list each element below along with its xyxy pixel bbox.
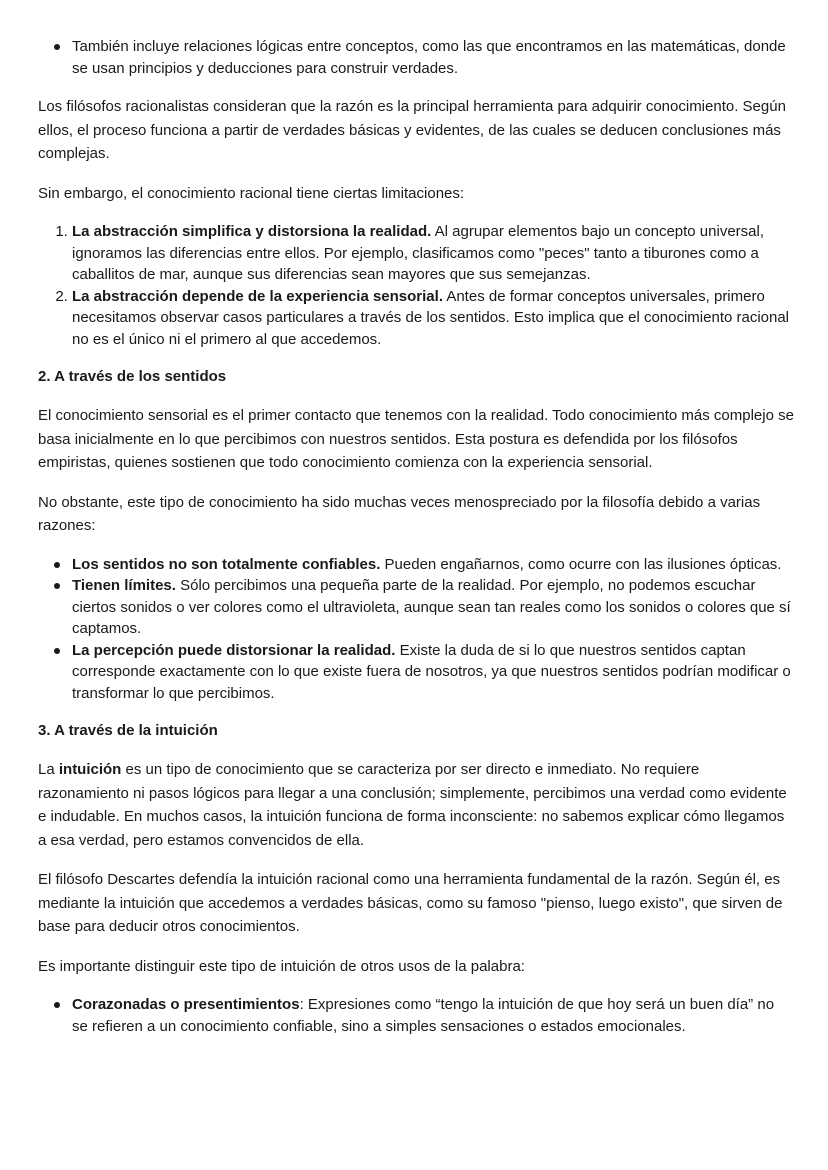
list-item-text: Existe la duda de si lo que nuestros sentidos captan corresponde exactamente con lo que existe fuera de nosotros, ya que nuestros sentidos podrían modificar o transformar lo que percibimos. xyxy=(72,641,791,702)
list-item-bold: Corazonadas o presentimientos xyxy=(72,996,300,1013)
list-item xyxy=(72,640,794,705)
list-item-text: Al agrupar elementos bajo un concepto universal, ignoramos las diferencias entre ellos. Por ejemplo, clasificamos como "peces" tanto a tiburones como a caballitos de mar, aunque sus diferencias sean mayores que sus semejanzas. xyxy=(72,223,765,283)
list-item-text: Antes de formar conceptos universales, primero necesitamos observar casos particulares a través de los sentidos. Esto implica que el conocimiento racional no es el único ni el primero al que accedemos. xyxy=(72,287,790,348)
paragraph-rationalists: Los filósofos racionalistas consideran que la razón es la principal herramienta para adquirir conocimiento. Según ellos, el proceso funciona a partir de verdades básicas y evidentes, de las cuales se deducen conclusiones más complejas. xyxy=(38,98,786,162)
paragraph-descartes: El filósofo Descartes defendía la intuición racional como una herramienta fundamental de la razón. Según él, es mediante la intuición que accedemos a verdades básicas, como su famoso "pienso, luego existo", que sirven de base para deducir otros conocimientos. xyxy=(38,871,783,935)
text: La xyxy=(38,761,59,778)
list-item xyxy=(72,221,794,286)
list-item-bold: Tienen límites. xyxy=(72,577,176,594)
bold-term: intuición xyxy=(58,761,122,778)
reasons-list xyxy=(38,554,794,705)
paragraph-limitations-intro: Sin embargo, el conocimiento racional tiene ciertas limitaciones: xyxy=(38,184,465,202)
list-item-text: Pueden engañarnos, como ocurre con las ilusiones ópticas. xyxy=(380,555,782,573)
limitations-list xyxy=(38,221,794,350)
list-item xyxy=(72,575,794,640)
list-item xyxy=(72,36,794,79)
document-page xyxy=(38,36,794,1053)
section-heading-intuition: 3. A través de la intuición xyxy=(38,722,218,739)
list-item-text: Sólo percibimos una pequeña parte de la realidad. Por ejemplo, no podemos escuchar ciertos sonidos o ver colores como el ultravioleta, aunque sean tan reales como los sonidos o colores que sí captamos. xyxy=(72,577,791,637)
intro-bullet-list xyxy=(38,36,794,79)
list-item-text: : Expresiones como “tengo la intuición de que hoy será un buen día” no se refieren a un conocimiento confiable, sino a simples sensaciones o estados emocionales. xyxy=(72,996,775,1035)
list-item-bold: La abstracción depende de la experiencia sensorial. xyxy=(72,287,443,305)
text: es un tipo de conocimiento que se caracteriza por ser directo e inmediato. No requiere razonamiento ni pasos lógicos para llegar a una conclusión; simplemente, percibimos una verdad como evidente e indudable. En muchos casos, la intuición funciona de forma inconsciente: no sabemos explicar cómo llegamos a esa verdad, pero estamos convencidos de ella. xyxy=(38,761,787,849)
list-item xyxy=(72,286,794,351)
list-item-bold: La abstracción simplifica y distorsiona la realidad. xyxy=(72,223,432,240)
uses-list xyxy=(38,994,794,1037)
list-item-bold: Los sentidos no son totalmente confiables. xyxy=(72,555,381,573)
paragraph-intuition xyxy=(38,758,794,852)
paragraph-uses-intro: Es importante distinguir este tipo de intuición de otros usos de la palabra: xyxy=(38,957,525,975)
list-item xyxy=(72,994,794,1037)
paragraph-reasons-intro: No obstante, este tipo de conocimiento ha sido muchas veces menospreciado por la filosofía debido a varias razones: xyxy=(38,493,761,534)
list-item xyxy=(72,554,794,576)
paragraph-sensory: El conocimiento sensorial es el primer contacto que tenemos con la realidad. Todo conocimiento más complejo se basa inicialmente en lo que percibimos con nuestros sentidos. Esta postura es defendida por los filósofos empiristas, quienes sostienen que todo conocimiento comienza con la experiencia sensorial. xyxy=(38,407,794,471)
section-heading-senses: 2. A través de los sentidos xyxy=(38,368,227,385)
list-item-bold: La percepción puede distorsionar la realidad. xyxy=(72,641,396,659)
list-item-text: También incluye relaciones lógicas entre conceptos, como las que encontramos en las matemáticas, donde se usan principios y deducciones para construir verdades. xyxy=(72,38,786,77)
